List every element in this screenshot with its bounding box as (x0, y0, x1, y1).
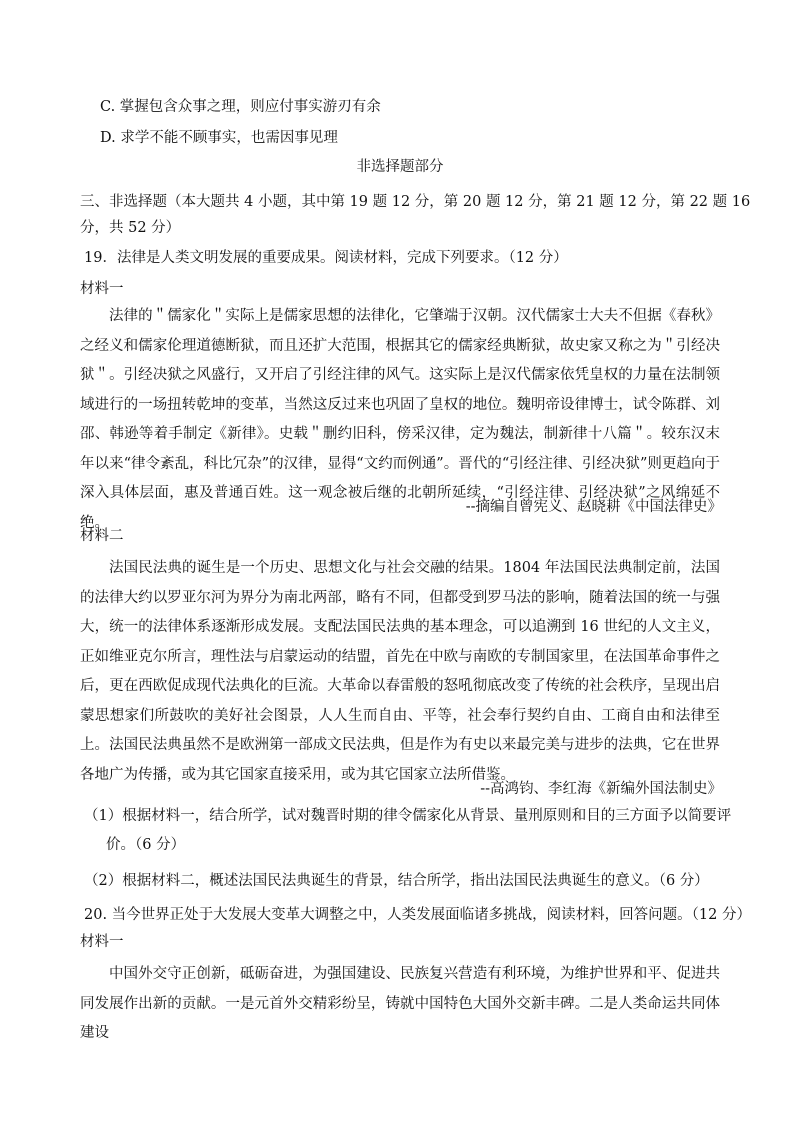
q19-sub2: （2）根据材料二，概述法国民法典诞生的背景，结合所学，指出法国民法典诞生的意义。（6 分） (84, 873, 709, 889)
q19-material2-text: 法国民法典的诞生是一个历史、思想文化与社会交融的结果。1804 年法国民法典制定前，法国的法律大约以罗亚尔河为界分为南北两部，略有不同，但都受到罗马法的影响，随着法国的统一与强大，统一的法律体系逐渐形成发展。支配法国民法典的基本理念，可以追溯到 16 世纪的人文主义，正如维亚克尔所言，理性法与启蒙运动的结盟，首先在中欧与南欧的专制国家里，在法国革命事件之后，更在西欧促成现代法典化的巨流。大革命以春雷般的怒吼彻底改变了传统的社会秩序，呈现出启蒙思想家们所鼓吹的美好社会图景，人人生而自由、平等，社会奉行契约自由、工商自由和法律至上。法国民法典虽然不是欧洲第一部成文民法典，但是作为有史以来最完美与进步的法典，它在世界各地广为传播，或为其它国家直接采用，或为其它国家立法所借鉴。 (80, 560, 720, 783)
section-three-line1: 三、非选择题（本大题共 4 小题，其中第 19 题 12 分，第 20 题 12 分，第 21 题 12 分，第 22 题 16 (80, 194, 751, 210)
option-d: D. 求学不能不顾事实，也需因事见理 (100, 130, 338, 146)
q19-sub1-line2: 价。（6 分） (106, 837, 186, 853)
section-title: 非选择题部分 (356, 159, 444, 175)
q20-material1-label: 材料一 (80, 934, 124, 950)
q19-material2-source: --高鸿钧、李红海《新编外国法制史》 (480, 781, 722, 797)
q19-material1-label: 材料一 (80, 281, 124, 297)
q19-material2-label: 材料二 (80, 528, 124, 544)
section-three-line2: 分，共 52 分） (80, 220, 181, 236)
q19-sub1-line1: （1）根据材料一，结合所学，试对魏晋时期的律令儒家化从背景、量刑原则和目的三方面予以简要评 (84, 808, 732, 824)
q20-material1-text: 中国外交守正创新，砥砺奋进，为强国建设、民族复兴营造有利环境，为维护世界和平、促进共同发展作出新的贡献。一是元首外交精彩纷呈，铸就中国特色大国外交新丰碑。二是人类命运共同体建设 (80, 966, 720, 1041)
q19-material1-text: 法律的＂儒家化＂实际上是儒家思想的法律化，它肇端于汉朝。汉代儒家士大夫不但据《春秋》之经义和儒家伦理道德断狱，而且还扩大范围，根据其它的儒家经典断狱，故史家又称之为＂引经决狱＂。引经决狱之风盛行，又开启了引经注律的风气。这实际上是汉代儒家依凭皇权的力量在法制领域进行的一场扭转乾坤的变革，当然这反过来也巩固了皇权的地位。魏明帝设律博士，试令陈群、刘邵、韩逊等着手制定《新律》。史载＂删约旧科，傍采汉律，定为魏法，制新律十八篇＂。较东汉末年以来“律令紊乱，科比冗杂”的汉律，显得“文约而例通”。晋代的“引经注律、引经决狱”则更趋向于深入具体层面，惠及普通百姓。这一观念被后继的北朝所延续，“引经注律、引经决狱”之风绵延不绝。 (80, 308, 720, 531)
option-c: C. 掌握包含众事之理，则应付事实游刃有余 (100, 99, 381, 115)
q19-stem: 19．法律是人类文明发展的重要成果。阅读材料，完成下列要求。（12 分） (84, 250, 568, 266)
q20-stem: 20. 当今世界正处于大发展大变革大调整之中，人类发展面临诸多挑战，阅读材料，回答问题。（12 分） (84, 907, 751, 923)
q19-material1-source: --摘编自曾宪义、赵晓耕《中国法律史》 (465, 499, 722, 515)
